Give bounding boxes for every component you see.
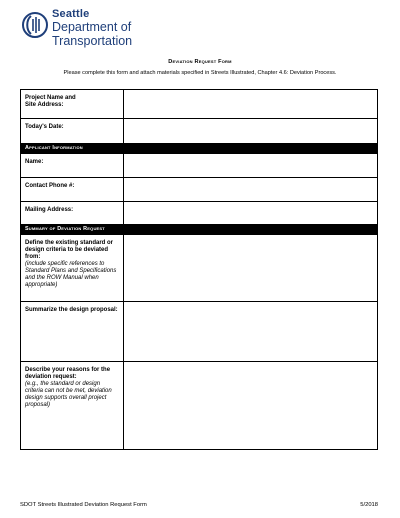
project-name-label: [21, 90, 124, 119]
deviation-reasons-label: [21, 362, 124, 450]
deviation-reasons-hint: (e.g., the standard or design criteria can not be met, deviation design supports overall project proposal): [25, 381, 112, 408]
todays-date-label-text: Today's Date:: [25, 124, 64, 130]
row-project-name: [21, 90, 378, 119]
project-name-label-line1: Project Name and: [25, 95, 76, 101]
seattle-logo-icon: [22, 8, 48, 42]
mailing-address-label: [21, 202, 124, 225]
deviation-reasons-label-text: Describe your reasons for the deviation request:: [25, 367, 111, 380]
row-design-proposal: [21, 302, 378, 362]
todays-date-label: [21, 119, 124, 144]
contact-phone-label: [21, 178, 124, 202]
row-mailing-address: [21, 202, 378, 225]
existing-standard-hint: (include specific references to Standard Plans and Specifications and the ROW Manual when appropriate): [25, 261, 117, 288]
existing-standard-label-text: Define the existing standard or design criteria to be deviated from:: [25, 240, 114, 260]
footer-date: 5/2018: [360, 502, 378, 508]
row-name: [21, 154, 378, 178]
contact-phone-label-text: Contact Phone #:: [25, 183, 75, 189]
form-title: Deviation Request Form: [168, 59, 232, 65]
row-existing-standard: [21, 235, 378, 302]
form-instructions: Please complete this form and attach materials specified in Streets Illustrated, Chapter 4.6: Deviation Process.: [63, 70, 337, 76]
name-label: [21, 154, 124, 178]
mailing-address-field[interactable]: [124, 202, 378, 225]
design-proposal-field[interactable]: [124, 302, 378, 362]
row-todays-date: [21, 119, 378, 144]
existing-standard-field[interactable]: [124, 235, 378, 302]
design-proposal-label-text: Summarize the design proposal:: [25, 307, 118, 313]
project-name-field[interactable]: [124, 90, 378, 119]
logo-department-line1: Department of: [52, 20, 132, 34]
row-deviation-reasons: [21, 362, 378, 450]
existing-standard-label: [21, 235, 124, 302]
summary-of-deviation-request-header: Summary of Deviation Request: [21, 225, 378, 235]
design-proposal-label: [21, 302, 124, 362]
section-summary-of-deviation-request: [21, 225, 378, 235]
deviation-reasons-field[interactable]: [124, 362, 378, 450]
logo-department-line2: Transportation: [52, 33, 133, 48]
deviation-request-table: [20, 89, 378, 450]
applicant-information-header: Applicant Information: [21, 144, 378, 154]
section-applicant-information: [21, 144, 378, 154]
logo-text: [52, 8, 132, 47]
name-field[interactable]: [124, 154, 378, 178]
mailing-address-label-text: Mailing Address:: [25, 207, 74, 213]
footer-title: SDOT Streets Illustrated Deviation Request Form: [20, 502, 147, 508]
sdot-logo: [22, 8, 132, 47]
row-contact-phone: [21, 178, 378, 202]
todays-date-field[interactable]: [124, 119, 378, 144]
contact-phone-field[interactable]: [124, 178, 378, 202]
name-label-text: Name:: [25, 159, 44, 165]
logo-city: Seattle: [52, 8, 90, 20]
project-name-label-line2: Site Address:: [25, 102, 64, 108]
